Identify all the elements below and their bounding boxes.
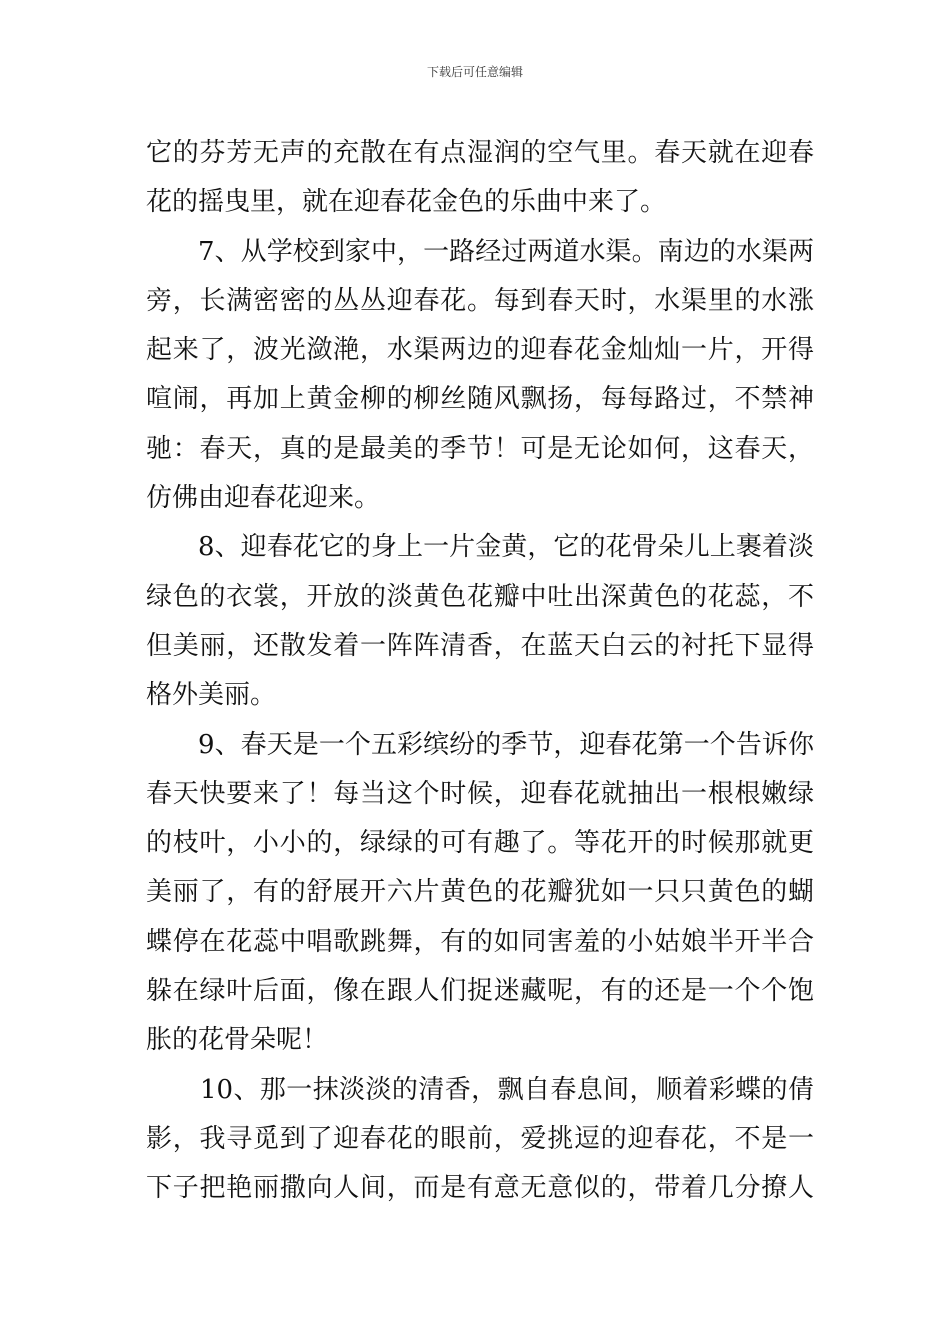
text-line: 旁，长满密密的丛丛迎春花。每到春天时，水渠里的水涨	[146, 285, 814, 316]
text-line: 花的摇曳里，就在迎春花金色的乐曲中来了。	[146, 187, 667, 218]
text-line: 春天快要来了！每当这个时候，迎春花就抽出一根根嫩绿	[146, 778, 814, 809]
text-line: 8、迎春花它的身上一片金黄，它的花骨朵儿上裹着淡	[198, 532, 814, 563]
text-line: 躲在绿叶后面，像在跟人们捉迷藏呢，有的还是一个个饱	[146, 976, 814, 1007]
text-line: 影，我寻觅到了迎春花的眼前，爱挑逗的迎春花，不是一	[146, 1123, 814, 1154]
text-line: 10、那一抹淡淡的清香，飘自春息间，顺着彩蝶的倩	[200, 1074, 814, 1105]
text-line: 美丽了，有的舒展开六片黄色的花瓣犹如一只只黄色的蝴	[146, 877, 814, 908]
text-line: 9、春天是一个五彩缤纷的季节，迎春花第一个告诉你	[198, 729, 814, 760]
text-line: 仿佛由迎春花迎来。	[146, 483, 381, 514]
text-line: 它的芬芳无声的充散在有点湿润的空气里。春天就在迎春	[146, 138, 814, 168]
text-line: 胀的花骨朵呢！	[146, 1025, 329, 1056]
text-line: 绿色的衣裳，开放的淡黄色花瓣中吐出深黄色的花蕊，不	[146, 581, 814, 612]
page-header: 下载后可任意编辑	[426, 65, 523, 79]
text-line: 格外美丽。	[146, 680, 277, 711]
text-line: 但美丽，还散发着一阵阵清香，在蓝天白云的衬托下显得	[146, 630, 814, 661]
text-line: 蝶停在花蕊中唱歌跳舞，有的如同害羞的小姑娘半开半合	[146, 926, 814, 957]
text-line: 7、从学校到家中，一路经过两道水渠。南边的水渠两	[198, 236, 814, 267]
text-line: 起来了，波光潋滟，水渠两边的迎春花金灿灿一片，开得	[146, 335, 814, 366]
text-line: 喧闹，再加上黄金柳的柳丝随风飘扬，每每路过，不禁神	[146, 384, 814, 415]
text-line: 驰：春天，真的是最美的季节！可是无论如何，这春天，	[146, 433, 814, 464]
text-line: 的枝叶，小小的，绿绿的可有趣了。等花开的时候那就更	[146, 828, 814, 859]
body-text	[146, 129, 814, 1214]
text-line: 下子把艳丽撒向人间，而是有意无意似的，带着几分撩人	[146, 1173, 814, 1204]
